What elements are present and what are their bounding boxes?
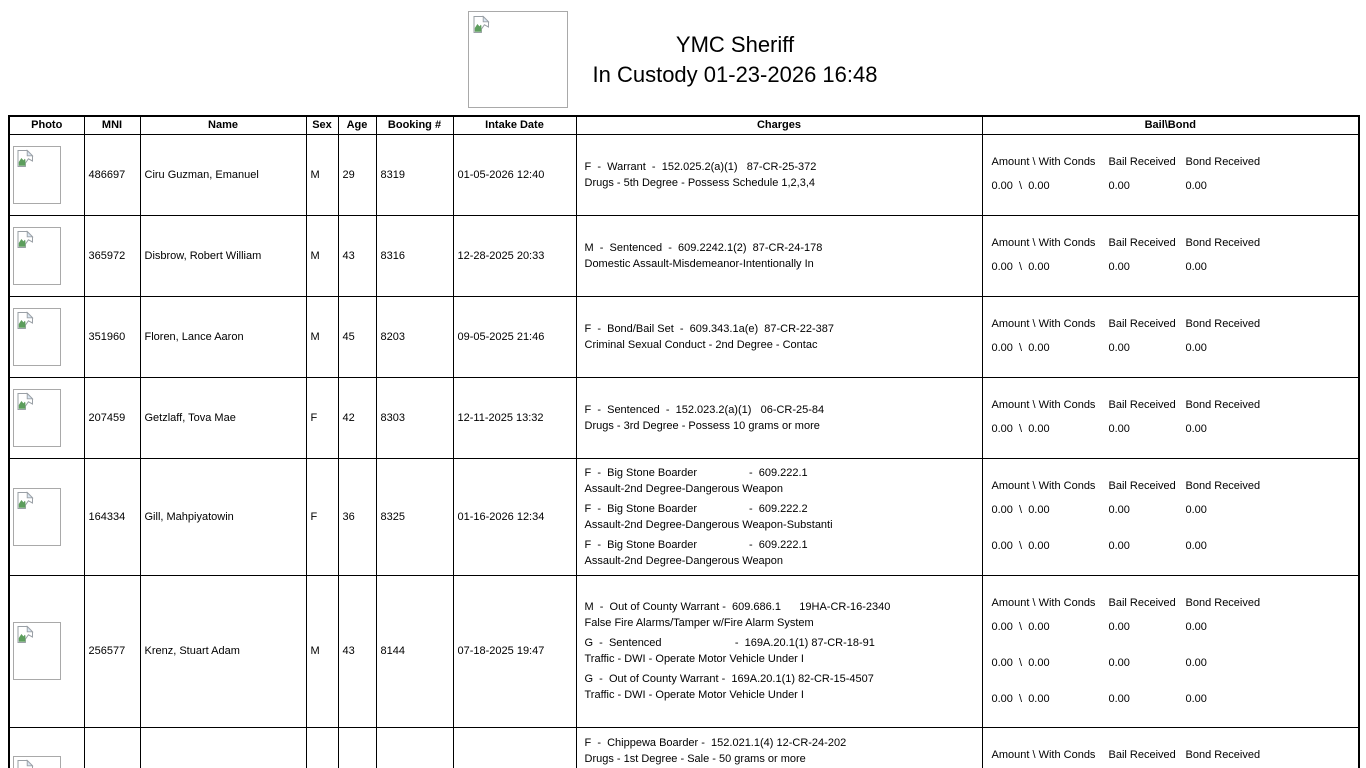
- inmate-photo-placeholder: [13, 308, 61, 366]
- bail-headers: [992, 156, 1355, 169]
- bail-header-1: Amount \ With Conds: [991, 480, 1096, 492]
- bail-amount-with-conds: 0.00 \ 0.00: [991, 342, 1050, 354]
- photo-cell: [9, 458, 84, 575]
- bail-amount-with-conds: 0.00 \ 0.00: [991, 656, 1050, 669]
- bail-header-3: Bond Received: [1185, 748, 1261, 761]
- intake-date-cell: 01-16-2026 12:34: [453, 458, 576, 575]
- bond-received-value: 0.00: [1185, 261, 1207, 273]
- bail-bond-cell: [982, 377, 1359, 458]
- bail-received-value: 0.00: [1108, 692, 1130, 705]
- inmate-photo-placeholder: [13, 146, 61, 204]
- charge-statute-line: F - Chippewa Boarder - 152.021.1(4) 12-CR-24-202: [584, 736, 847, 749]
- bail-header-1: Amount \ With Conds: [991, 237, 1096, 249]
- bail-bond-cell: [982, 727, 1359, 768]
- inmate-photo-placeholder: [13, 389, 61, 447]
- bond-received-value: 0.00: [1185, 180, 1207, 192]
- booking-number-cell: 8316: [376, 215, 453, 296]
- report-title-line2: In Custody 01-23-2026 16:48: [592, 62, 878, 87]
- name-cell: Krenz, Stuart Adam: [140, 575, 306, 727]
- bail-received-value: 0.00: [1108, 342, 1130, 354]
- charge-statute-line: G - Sentenced - 169A.20.1(1) 87-CR-18-91: [584, 637, 875, 649]
- charge-statute-line: F - Bond/Bail Set - 609.343.1a(e) 87-CR-22-387: [584, 322, 834, 335]
- column-header-age: Age: [338, 116, 376, 134]
- column-header-booking: Booking #: [376, 116, 453, 134]
- bond-received-value: 0.00: [1185, 423, 1207, 435]
- charge-description-line: Criminal Sexual Conduct - 2nd Degree - Contac: [584, 338, 818, 351]
- bail-header-1: Amount \ With Conds: [991, 596, 1096, 609]
- sex-cell: M: [306, 296, 338, 377]
- charges-cell: [576, 458, 982, 575]
- charge-description-line: Assault-2nd Degree-Dangerous Weapon: [584, 554, 784, 567]
- bail-header-2: Bail Received: [1108, 480, 1176, 492]
- charge-item: [585, 735, 978, 767]
- broken-image-icon: [472, 15, 491, 34]
- charge-description-line: Drugs - 3rd Degree - Possess 10 grams or more: [584, 419, 820, 432]
- charge-statute-line: M - Sentenced - 609.2242.1(2) 87-CR-24-178: [584, 241, 823, 254]
- bail-header-1: Amount \ With Conds: [991, 748, 1096, 761]
- table-header-row: [9, 116, 1359, 134]
- sex-cell: M: [306, 134, 338, 215]
- charges-cell: [576, 296, 982, 377]
- bail-value-row: [992, 180, 1355, 193]
- bail-values: [992, 342, 1355, 355]
- charge-statute-line: F - Big Stone Boarder - 609.222.2: [584, 502, 808, 515]
- charge-item: [585, 501, 978, 533]
- bail-amount-with-conds: 0.00 \ 0.00: [991, 692, 1050, 705]
- charges-list: [585, 735, 978, 767]
- column-header-sex: Sex: [306, 116, 338, 134]
- photo-cell: [9, 377, 84, 458]
- inmate-photo-placeholder: [13, 227, 61, 285]
- bail-values: [992, 621, 1355, 706]
- bail-amount-with-conds: 0.00 \ 0.00: [991, 180, 1050, 192]
- charge-item: [585, 671, 978, 703]
- bail-bond-cell: [982, 575, 1359, 727]
- bail-header-3: Bond Received: [1185, 318, 1261, 330]
- photo-cell: [9, 134, 84, 215]
- bail-value-row: [992, 423, 1355, 436]
- charge-item: [585, 465, 978, 497]
- bail-header-3: Bond Received: [1185, 237, 1261, 249]
- bail-header-3: Bond Received: [1185, 399, 1261, 411]
- broken-image-icon: [16, 625, 35, 644]
- bail-bond-cell: [982, 458, 1359, 575]
- broken-image-icon: [16, 491, 35, 510]
- report-header: [0, 0, 1366, 115]
- inmate-photo-placeholder: [13, 488, 61, 546]
- age-cell: 43: [338, 215, 376, 296]
- bail-received-value: 0.00: [1108, 423, 1130, 435]
- bond-received-value: 0.00: [1185, 342, 1207, 354]
- report-title-line1: YMC Sheriff: [675, 32, 795, 57]
- bail-received-value: 0.00: [1108, 504, 1130, 516]
- charge-description-line: Drugs - 1st Degree - Sale - 50 grams or more: [584, 752, 806, 765]
- charge-item: [585, 599, 978, 631]
- charge-statute-line: F - Warrant - 152.025.2(a)(1) 87-CR-25-372: [584, 160, 817, 173]
- bail-headers: [992, 237, 1355, 250]
- broken-image-icon: [16, 392, 35, 411]
- charge-description-line: Assault-2nd Degree-Dangerous Weapon: [584, 482, 784, 495]
- column-header-mni: MNI: [84, 116, 140, 134]
- sex-cell: M: [306, 215, 338, 296]
- bail-header-3: Bond Received: [1185, 596, 1261, 609]
- mni-cell: 207459: [84, 377, 140, 458]
- charge-item: [585, 537, 978, 569]
- bail-amount-with-conds: 0.00 \ 0.00: [991, 540, 1050, 552]
- intake-date-cell: 12-28-2025 20:33: [453, 215, 576, 296]
- charges-list: [585, 321, 978, 353]
- age-cell: 43: [338, 575, 376, 727]
- photo-cell: [9, 727, 84, 768]
- bail-header-1: Amount \ With Conds: [991, 156, 1096, 168]
- booking-number-cell: 8303: [376, 377, 453, 458]
- sex-cell: F: [306, 458, 338, 575]
- bail-received-value: 0.00: [1108, 180, 1130, 192]
- intake-date-cell: [453, 727, 576, 768]
- charges-cell: [576, 575, 982, 727]
- charges-cell: [576, 727, 982, 768]
- bail-header-2: Bail Received: [1108, 748, 1176, 761]
- column-header-charges: Charges: [576, 116, 982, 134]
- bond-received-value: 0.00: [1185, 620, 1207, 633]
- inmate-photo-placeholder: [13, 622, 61, 680]
- charge-description-line: Domestic Assault-Misdemeanor-Intentionally In: [584, 257, 814, 270]
- table-row: [9, 458, 1359, 575]
- bail-header-2: Bail Received: [1108, 399, 1176, 411]
- column-header-name: Name: [140, 116, 306, 134]
- table-row: [9, 377, 1359, 458]
- bail-received-value: 0.00: [1108, 620, 1130, 633]
- charge-statute-line: G - Out of County Warrant - 169A.20.1(1) 82-CR-15-4507: [584, 673, 874, 685]
- inmate-table-body: [9, 134, 1359, 768]
- bond-received-value: 0.00: [1185, 540, 1207, 552]
- bail-value-row: [992, 261, 1355, 274]
- bail-received-value: 0.00: [1108, 656, 1130, 669]
- charges-list: [585, 402, 978, 434]
- charges-cell: [576, 215, 982, 296]
- bail-header-3: Bond Received: [1185, 480, 1261, 492]
- bail-value-row: [992, 621, 1355, 634]
- table-row: [9, 575, 1359, 727]
- column-header-bail-bond: Bail\Bond: [982, 116, 1359, 134]
- charge-item: [585, 240, 978, 272]
- in-custody-table: [8, 115, 1360, 768]
- bail-headers: [992, 318, 1355, 331]
- intake-date-cell: 07-18-2025 19:47: [453, 575, 576, 727]
- charge-item: [585, 402, 978, 434]
- bond-received-value: 0.00: [1185, 692, 1207, 705]
- bail-value-row: [992, 342, 1355, 355]
- sex-cell: F: [306, 377, 338, 458]
- bail-bond-cell: [982, 215, 1359, 296]
- inmate-photo-placeholder: [13, 756, 61, 768]
- mni-cell: 256577: [84, 575, 140, 727]
- bail-amount-with-conds: 0.00 \ 0.00: [991, 620, 1050, 633]
- charge-description-line: Traffic - DWI - Operate Motor Vehicle Under I: [584, 689, 804, 701]
- charges-list: [585, 465, 978, 569]
- bail-headers: [992, 749, 1355, 762]
- intake-date-cell: 01-05-2026 12:40: [453, 134, 576, 215]
- age-cell: 29: [338, 134, 376, 215]
- charges-list: [585, 159, 978, 191]
- charge-item: [585, 159, 978, 191]
- bail-header-3: Bond Received: [1185, 156, 1261, 168]
- bail-headers: [992, 480, 1355, 493]
- bail-headers: [992, 399, 1355, 412]
- intake-date-cell: 12-11-2025 13:32: [453, 377, 576, 458]
- name-cell: Ciru Guzman, Emanuel: [140, 134, 306, 215]
- column-header-photo: Photo: [9, 116, 84, 134]
- mni-cell: 365972: [84, 215, 140, 296]
- name-cell: Getzlaff, Tova Mae: [140, 377, 306, 458]
- name-cell: [140, 727, 306, 768]
- age-cell: 36: [338, 458, 376, 575]
- age-cell: 42: [338, 377, 376, 458]
- charge-statute-line: F - Big Stone Boarder - 609.222.1: [584, 466, 808, 479]
- bail-value-row: [992, 504, 1355, 517]
- bond-received-value: 0.00: [1185, 504, 1207, 516]
- booking-number-cell: [376, 727, 453, 768]
- broken-image-icon: [16, 230, 35, 249]
- bail-header-1: Amount \ With Conds: [991, 318, 1096, 330]
- bond-received-value: 0.00: [1185, 656, 1207, 669]
- bail-header-2: Bail Received: [1108, 237, 1176, 249]
- booking-number-cell: 8319: [376, 134, 453, 215]
- bail-value-row: [992, 657, 1355, 670]
- charges-list: [585, 240, 978, 272]
- charge-item: [585, 321, 978, 353]
- bail-values: [992, 180, 1355, 193]
- bail-received-value: 0.00: [1108, 540, 1130, 552]
- bail-headers: [992, 597, 1355, 610]
- charge-description-line: False Fire Alarms/Tamper w/Fire Alarm System: [584, 617, 814, 629]
- bail-received-value: 0.00: [1108, 261, 1130, 273]
- photo-cell: [9, 296, 84, 377]
- sex-cell: M: [306, 575, 338, 727]
- charges-list: [585, 599, 978, 703]
- booking-number-cell: 8144: [376, 575, 453, 727]
- age-cell: [338, 727, 376, 768]
- bail-bond-cell: [982, 134, 1359, 215]
- bail-amount-with-conds: 0.00 \ 0.00: [991, 423, 1050, 435]
- bail-values: [992, 423, 1355, 436]
- bail-value-row: [992, 540, 1355, 553]
- charge-statute-line: F - Big Stone Boarder - 609.222.1: [584, 538, 808, 551]
- bail-values: [992, 504, 1355, 553]
- booking-number-cell: 8203: [376, 296, 453, 377]
- broken-image-icon: [16, 311, 35, 330]
- column-header-intake-date: Intake Date: [453, 116, 576, 134]
- bail-amount-with-conds: 0.00 \ 0.00: [991, 261, 1050, 273]
- intake-date-cell: 09-05-2025 21:46: [453, 296, 576, 377]
- report-title: [515, 30, 955, 90]
- table-row: [9, 727, 1359, 768]
- table-row: [9, 134, 1359, 215]
- name-cell: Gill, Mahpiyatowin: [140, 458, 306, 575]
- charges-cell: [576, 377, 982, 458]
- booking-number-cell: 8325: [376, 458, 453, 575]
- mni-cell: 164334: [84, 458, 140, 575]
- charge-statute-line: M - Out of County Warrant - 609.686.1 19HA-CR-16-2340: [584, 601, 891, 613]
- table-row: [9, 215, 1359, 296]
- charges-cell: [576, 134, 982, 215]
- mni-cell: [84, 727, 140, 768]
- bail-header-1: Amount \ With Conds: [991, 399, 1096, 411]
- bail-bond-cell: [982, 296, 1359, 377]
- age-cell: 45: [338, 296, 376, 377]
- charge-description-line: Assault-2nd Degree-Dangerous Weapon-Substanti: [584, 518, 833, 531]
- charge-description-line: Drugs - 5th Degree - Possess Schedule 1,2,3,4: [584, 176, 816, 189]
- mni-cell: 486697: [84, 134, 140, 215]
- broken-image-icon: [16, 759, 35, 768]
- charge-statute-line: F - Sentenced - 152.023.2(a)(1) 06-CR-25-84: [584, 403, 825, 416]
- mni-cell: 351960: [84, 296, 140, 377]
- broken-image-icon: [16, 149, 35, 168]
- bail-header-2: Bail Received: [1108, 156, 1176, 168]
- photo-cell: [9, 215, 84, 296]
- photo-cell: [9, 575, 84, 727]
- charge-item: [585, 635, 978, 667]
- name-cell: Disbrow, Robert William: [140, 215, 306, 296]
- bail-header-2: Bail Received: [1108, 596, 1176, 609]
- bail-value-row: [992, 693, 1355, 706]
- bail-values: [992, 261, 1355, 274]
- charge-description-line: Traffic - DWI - Operate Motor Vehicle Under I: [584, 653, 804, 665]
- bail-header-2: Bail Received: [1108, 318, 1176, 330]
- name-cell: Floren, Lance Aaron: [140, 296, 306, 377]
- table-row: [9, 296, 1359, 377]
- sex-cell: [306, 727, 338, 768]
- bail-amount-with-conds: 0.00 \ 0.00: [991, 504, 1050, 516]
